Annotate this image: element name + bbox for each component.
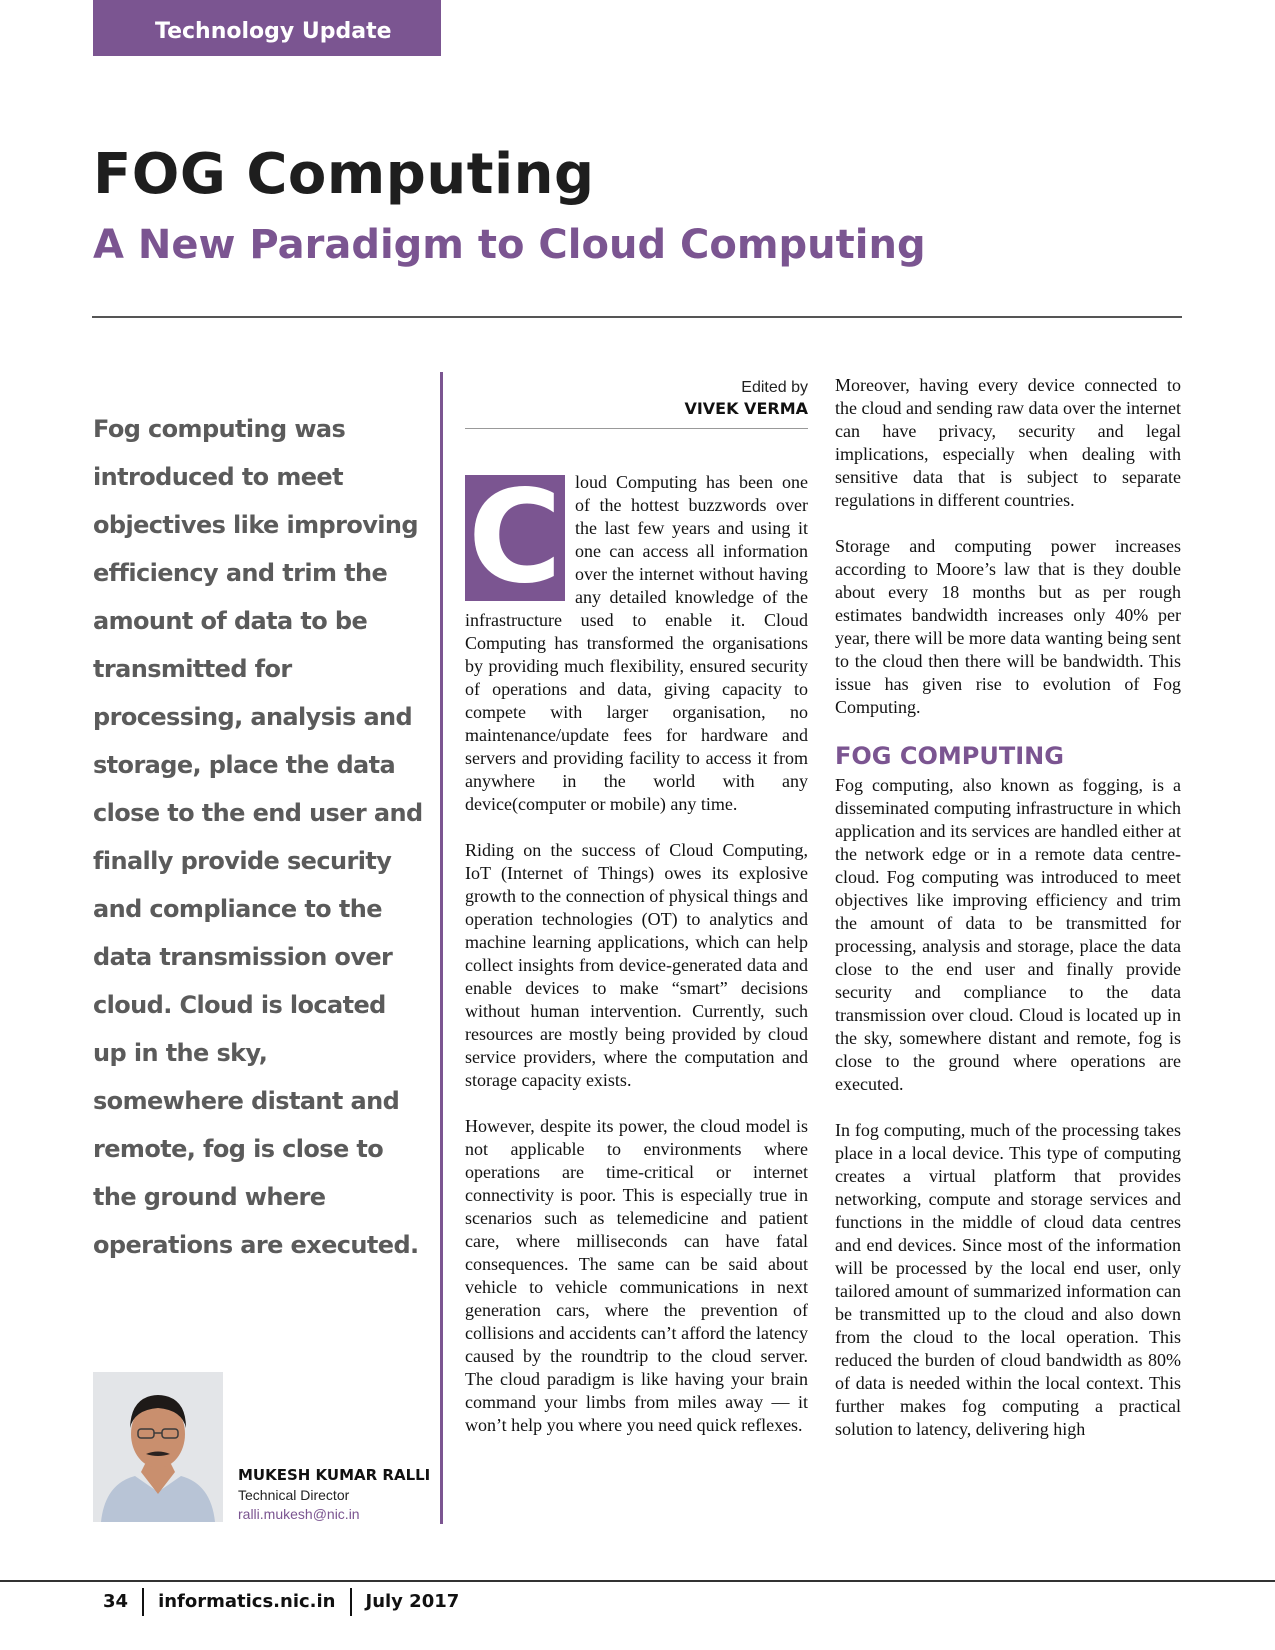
- article-paragraph: In fog computing, much of the processing takes place in a local device. This type of computing creates a virtual platform that provides networking, compute and storage services and functions in the middle of cloud data centres and end devices. Since most of the information will be processed by the local end user, only tailored amount of summarized information can be transmitted up to the cloud and also down from the cloud to the local operation. This reduced the burden of cloud bandwidth as 80% of data is needed within the local context. This further makes fog computing a practical solution to latency, delivering high: [835, 1120, 1181, 1439]
- article-paragraph: Storage and computing power increases according to Moore’s law that is they double about every 18 months but as per rough estimates bandwidth increases only 40% per year, there will be more data wanting being sent to the cloud then there will be bandwidth. This issue has given rise to evolution of Fog Computing.: [835, 536, 1181, 717]
- article-paragraph: [465, 463, 808, 816]
- footer-divider: [0, 1580, 1275, 1582]
- article-column-right: [835, 374, 1181, 1464]
- pull-quote: Fog computing was introduced to meet objectives like improving efficiency and trim the amount of data to be transmitted for processing, analysis and storage, place the data close to the end user and finally provide security and compliance to the data transmission over cloud. Cloud is located up in the sky, somewhere distant and remote, fog is close to the ground where operations are executed.: [93, 415, 423, 1259]
- article-paragraph: Fog computing, also known as fogging, is a disseminated computing infrastructure in which application and its services are handled either at the network edge or in a remote data centre- cloud. Fog computing was introduced to meet objectives like improving efficiency and trim the amount of data to be transmitted for processing, analysis and storage, place the data close to the end user and finally provide security and compliance to the data transmission over cloud. Cloud is located up in the sky, somewhere distant and remote, fog is close to the ground where operations are executed.: [835, 775, 1181, 1094]
- page-number: 34: [103, 1591, 129, 1612]
- editor-name: VIVEK VERMA: [684, 399, 808, 418]
- section-heading: FOG COMPUTING: [835, 742, 1064, 770]
- footer-site[interactable]: informatics.nic.in: [158, 1591, 336, 1612]
- article-paragraph: Riding on the success of Cloud Computing, IoT (Internet of Things) owes its explosive growth to the connection of physical things and operation technologies (OT) to analytics and machine learning applications, which can help collect insights from device-generated data and enable devices to make “smart” decisions without human intervention. Currently, such resources are mostly being provided by cloud service providers, where the computation and storage capacity exists.: [465, 840, 808, 1090]
- author-photo: [93, 1372, 223, 1522]
- author-email[interactable]: ralli.mukesh@nic.in: [238, 1506, 360, 1522]
- footer-date: July 2017: [365, 1591, 460, 1612]
- paragraph-text: loud Computing has been one of the hottest buzzwords over the last few years and using it one can access all information over the internet without having any detailed knowledge of the infrastructure used to enable it. Cloud Computing has transformed the organisations by providing much flexibility, ensured security of operations and data, giving capacity to compete with larger organisation, no maintenance/update fees for hardware and servers and providing facility to access it from anywhere in the world with any device(computer or mobile) any time.: [465, 472, 808, 814]
- section-tag: Technology Update: [93, 0, 441, 56]
- article-title: FOG Computing: [93, 142, 595, 207]
- author-role: Technical Director: [238, 1487, 350, 1503]
- article-column-middle: [465, 463, 808, 1460]
- footer-separator: [350, 1588, 352, 1616]
- article-subtitle: A New Paradigm to Cloud Computing: [93, 222, 926, 268]
- column-divider: [440, 372, 443, 1524]
- footer-separator: [142, 1588, 144, 1616]
- editor-label: Edited by: [741, 379, 808, 396]
- author-portrait-icon: [93, 1372, 223, 1522]
- title-divider: [92, 316, 1182, 318]
- page-footer: [103, 1588, 459, 1616]
- drop-cap: C: [465, 475, 565, 601]
- article-paragraph: Moreover, having every device connected to the cloud and sending raw data over the internet can have privacy, security and legal implications, especially when dealing with sensitive data that is subject to separate regulations in different countries.: [835, 375, 1181, 510]
- author-name: MUKESH KUMAR RALLI: [238, 1466, 431, 1484]
- editor-divider: [465, 428, 808, 429]
- article-paragraph: However, despite its power, the cloud model is not applicable to environments where operations are time-critical or internet connectivity is poor. This is especially true in scenarios such as telemedicine and patient care, where milliseconds can have fatal consequences. The same can be said about vehicle to vehicle communications in next generation cars, where the prevention of collisions and accidents can’t afford the latency caused by the roundtrip to the cloud server. The cloud paradigm is like having your brain command your limbs from miles away — it won’t help you where you need quick reflexes.: [465, 1116, 808, 1435]
